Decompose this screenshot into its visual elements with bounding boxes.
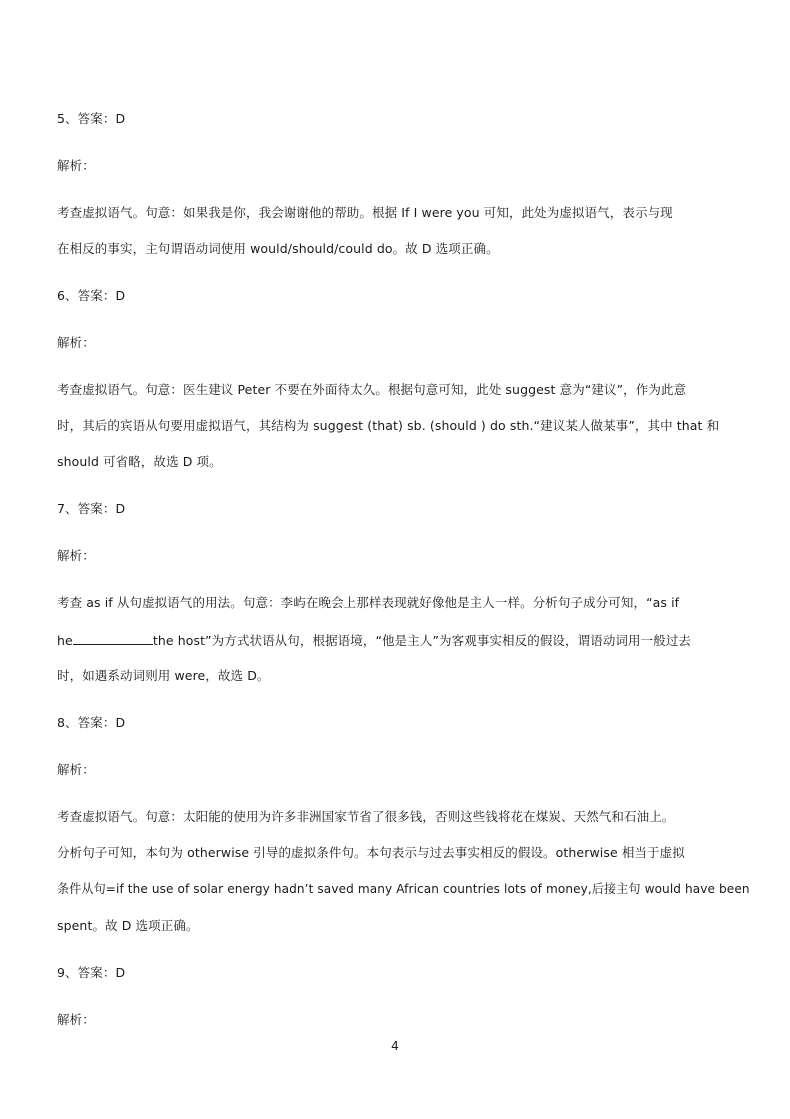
answer-7-analysis-line-3: 时，如遇系动词则用 were，故选 D。 bbox=[57, 668, 270, 683]
answer-7-heading: 7、答案：D bbox=[57, 501, 126, 516]
answer-7-blank-after: the host”为方式状语从句，根据语境，“他是主人”为客观事实相反的假设，谓语动词用一般过去 bbox=[152, 633, 692, 648]
answer-5-analysis-label: 解析： bbox=[57, 158, 95, 173]
answer-9-heading: 9、答案：D bbox=[57, 965, 126, 980]
answer-8-analysis-label: 解析： bbox=[57, 762, 95, 777]
fill-in-blank bbox=[73, 632, 153, 645]
answer-5-analysis-line-1: 考查虚拟语气。句意：如果我是你，我会谢谢他的帮助。根据 If I were you 可知，此处为虚拟语气，表示与现 bbox=[57, 205, 673, 220]
answer-7-analysis-line-1: 考查 as if 从句虚拟语气的用法。句意：李屿在晚会上那样表现就好像他是主人一样。分析句子成分可知，“as if bbox=[57, 595, 680, 610]
answer-6-analysis-line-1: 考查虚拟语气。句意：医生建议 Peter 不要在外面待太久。根据句意可知，此处 suggest 意为“建议”，作为此意 bbox=[57, 382, 687, 397]
answer-5-analysis-line-2: 在相反的事实，主句谓语动词使用 would/should/could do。故 D 选项正确。 bbox=[57, 241, 499, 256]
answer-6-heading: 6、答案：D bbox=[57, 288, 126, 303]
answer-6-analysis-line-3: should 可省略，故选 D 项。 bbox=[57, 454, 222, 469]
answer-8-heading: 8、答案：D bbox=[57, 715, 126, 730]
answer-8-analysis-line-3: 条件从句=if the use of solar energy hadn’t saved many African countries lots of money,后接主句 would have been bbox=[57, 881, 750, 896]
answer-6-analysis-label: 解析： bbox=[57, 335, 95, 350]
answer-7-analysis-line-2 bbox=[57, 632, 691, 649]
answer-8-analysis-line-2: 分析句子可知，本句为 otherwise 引导的虚拟条件句。本句表示与过去事实相反的假设。otherwise 相当于虚拟 bbox=[57, 845, 685, 860]
answer-9-analysis-label: 解析： bbox=[57, 1012, 95, 1027]
answer-5-heading: 5、答案：D bbox=[57, 111, 126, 126]
answer-8-analysis-line-1: 考查虚拟语气。句意：太阳能的使用为许多非洲国家节省了很多钱，否则这些钱将花在煤炭、天然气和石油上。 bbox=[57, 809, 675, 824]
answer-8-analysis-line-4: spent。故 D 选项正确。 bbox=[57, 918, 199, 933]
answer-7-blank-before: he bbox=[57, 633, 73, 648]
answer-7-analysis-label: 解析： bbox=[57, 548, 95, 563]
answer-6-analysis-line-2: 时，其后的宾语从句要用虚拟语气，其结构为 suggest (that) sb. (should ) do sth.“建议某人做某事”，其中 that 和 bbox=[57, 418, 720, 433]
page-number: 4 bbox=[391, 1039, 399, 1053]
